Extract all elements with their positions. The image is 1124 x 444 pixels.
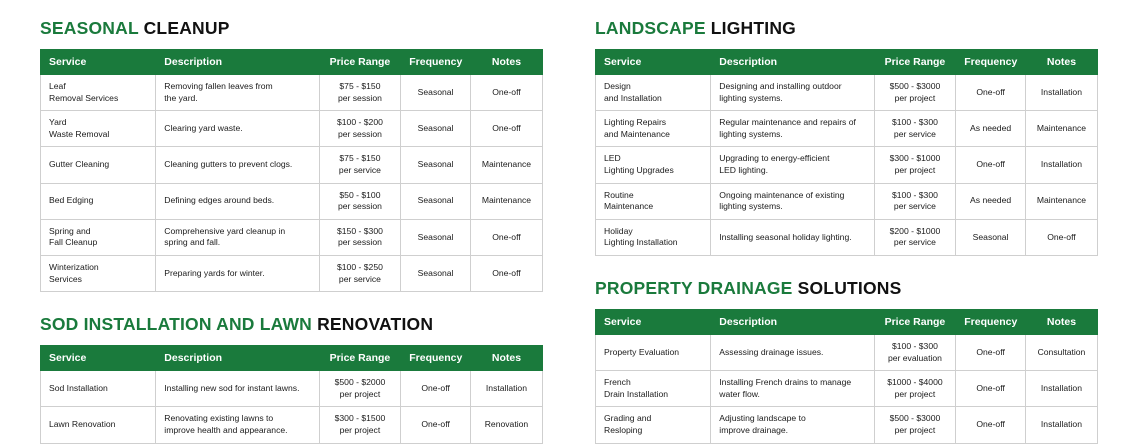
cell-line: per project [894,424,936,435]
cell-line: and Installation [604,92,662,103]
cell-notes: Installation [1025,75,1097,111]
cell-frequency: One-off [401,407,471,443]
cell-line: per session [337,237,382,248]
cell-line: Installing French drains to manage [719,377,852,388]
cell-service [41,75,156,111]
column-header-notes: Notes [1025,50,1097,75]
cell-line: per project [894,164,936,175]
cell-line: Removing fallen leaves from [164,81,273,91]
cell-line: Winterization [49,261,99,272]
cell-description [156,219,319,255]
column-header-frequency: Frequency [401,50,471,75]
cell-service [596,407,711,443]
column-header-frequency: Frequency [956,50,1026,75]
column-header-description: Description [156,346,319,371]
table-header-row [596,50,1098,75]
table-row [596,371,1098,407]
cell-line: LED lighting. [719,164,769,175]
right-column [595,18,1098,435]
cell-line: $500 - $3000 [889,81,941,91]
cell-line: and Maintenance [604,128,670,139]
cell-description [711,183,874,219]
cell-line: per service [893,237,936,248]
cell-price [319,407,401,443]
cell-description [156,407,319,443]
cell-service [41,255,156,291]
cell-line: Adjusting landscape to [719,413,806,424]
cell-line: improve health and appearance. [164,424,288,435]
cell-description [156,147,319,183]
cell-line: Installing seasonal holiday lighting. [719,231,852,242]
cell-line: per service [893,201,936,212]
cell-service [596,219,711,255]
cell-line: Spring and [49,225,91,236]
cell-service [41,407,156,443]
cell-line: Sod Installation [49,382,108,393]
cell-line: Grading and [604,413,652,424]
cell-line: per service [338,164,381,175]
cell-service [41,219,156,255]
cell-line: $75 - $150 [339,153,381,164]
cell-line: Waste Removal [49,128,110,139]
cell-line: Routine [604,189,634,200]
cell-service [41,147,156,183]
cell-service [596,371,711,407]
section-title-accent: PROPERTY DRAINAGE [595,277,793,298]
table-row [596,219,1098,255]
cell-frequency: Seasonal [956,219,1026,255]
cell-line: Yard [49,117,67,128]
cell-description [711,371,874,407]
cell-line: per project [894,388,936,399]
cell-description [711,334,874,370]
cell-line: per session [337,92,382,103]
cell-frequency: Seasonal [401,183,471,219]
cell-line: Property Evaluation [604,346,679,357]
cell-line: water flow. [719,388,760,399]
cell-price [319,147,401,183]
section-title-rest: CLEANUP [143,18,230,38]
table-row [41,371,543,407]
table-row [596,75,1098,111]
column-header-notes: Notes [470,346,542,371]
table-sod-installation [40,345,543,443]
cell-notes: Maintenance [1025,111,1097,147]
cell-line: Lighting Installation [604,237,678,248]
cell-description [711,75,874,111]
cell-line: $300 - $1500 [334,413,386,424]
cell-description [156,75,319,111]
cell-line: Defining edges around beds. [164,195,275,206]
column-header-price-range: Price Range [319,50,401,75]
cell-notes: Installation [1025,147,1097,183]
cell-notes: One-off [470,255,542,291]
cell-service [41,111,156,147]
table-row [596,334,1098,370]
cell-service [596,111,711,147]
cell-price [319,371,401,407]
cell-price [874,407,956,443]
section-title-rest: LIGHTING [710,18,796,38]
column-header-price-range: Price Range [319,346,401,371]
cell-line: Ongoing maintenance of existing [719,189,845,200]
column-header-service: Service [41,346,156,371]
left-column [40,18,543,435]
cell-line: Lighting Repairs [604,117,667,128]
cell-price [874,371,956,407]
cell-line: per project [339,424,381,435]
cell-line: Bed Edging [49,195,94,206]
cell-description [156,111,319,147]
table-row [41,111,543,147]
table-row [596,111,1098,147]
cell-service [596,183,711,219]
cell-price [319,255,401,291]
cell-description [711,407,874,443]
cell-line: $150 - $300 [337,225,383,236]
cell-line: Comprehensive yard cleanup in [164,225,286,236]
cell-line: Renovating existing lawns to [164,413,274,424]
cell-line: $100 - $300 [892,117,938,128]
cell-notes: One-off [1025,219,1097,255]
cell-line: $100 - $200 [337,117,383,128]
cell-notes: Installation [470,371,542,407]
table-row [596,147,1098,183]
column-header-notes: Notes [1025,309,1097,334]
column-header-service: Service [596,50,711,75]
cell-line: $300 - $1000 [889,153,941,164]
cell-frequency: Seasonal [401,255,471,291]
cell-line: $1000 - $4000 [887,377,943,388]
cell-line: lighting systems. [719,128,783,139]
cell-line: Holiday [604,225,633,236]
column-header-description: Description [156,50,319,75]
cell-line: Leaf [49,81,66,91]
cell-frequency: One-off [956,371,1026,407]
cell-line: per project [894,92,936,103]
cell-price [319,219,401,255]
column-header-price-range: Price Range [874,50,956,75]
table-row [41,75,543,111]
cell-line: Lawn Renovation [49,419,116,430]
cell-service [596,75,711,111]
cell-line: LED [604,153,621,164]
cell-line: per project [339,388,381,399]
cell-service [596,147,711,183]
section-title-landscape-lighting [595,18,1098,39]
column-header-description: Description [711,309,874,334]
table-property-drainage [595,309,1098,444]
cell-notes: Consultation [1025,334,1097,370]
cell-notes: Maintenance [470,183,542,219]
cell-notes: Maintenance [1025,183,1097,219]
cell-line: Cleaning gutters to prevent clogs. [164,159,293,170]
cell-price [319,183,401,219]
cell-price [874,111,956,147]
section-title-seasonal-cleanup [40,18,543,39]
cell-description [711,147,874,183]
cell-notes: One-off [470,111,542,147]
cell-line: $200 - $1000 [889,225,941,236]
cell-frequency: One-off [956,334,1026,370]
cell-price [874,183,956,219]
table-row [41,255,543,291]
column-header-frequency: Frequency [401,346,471,371]
section-title-accent: SEASONAL [40,18,139,38]
cell-notes: Maintenance [470,147,542,183]
cell-line: per evaluation [887,352,942,363]
column-header-frequency: Frequency [956,309,1026,334]
cell-frequency: One-off [956,407,1026,443]
cell-notes: Renovation [470,407,542,443]
cell-line: per service [893,128,936,139]
table-seasonal-cleanup [40,49,543,292]
cell-notes: Installation [1025,407,1097,443]
column-header-service: Service [41,50,156,75]
column-header-description: Description [711,50,874,75]
section-title-accent: LANDSCAPE [595,18,706,38]
cell-description [156,371,319,407]
cell-line: Maintenance [604,201,654,212]
cell-line: Fall Cleanup [49,237,98,248]
cell-line: Design [604,81,631,91]
cell-line: $50 - $100 [339,189,381,200]
column-header-service: Service [596,309,711,334]
cell-line: Assessing drainage issues. [719,346,824,357]
cell-description [711,111,874,147]
cell-frequency: One-off [956,75,1026,111]
table-header-row [41,346,543,371]
cell-frequency: Seasonal [401,147,471,183]
cell-price [874,147,956,183]
section-title-rest: RENOVATION [317,314,434,335]
cell-line: spring and fall. [164,237,221,248]
section-title-property-drainage [595,278,1098,299]
table-row [41,147,543,183]
cell-line: Designing and installing outdoor [719,81,842,91]
cell-price [319,111,401,147]
cell-frequency: As needed [956,111,1026,147]
table-row [596,407,1098,443]
cell-frequency: Seasonal [401,75,471,111]
cell-line: the yard. [164,92,198,103]
cell-line: $100 - $300 [892,340,938,351]
cell-price [319,75,401,111]
cell-line: lighting systems. [719,201,783,212]
cell-line: lighting systems. [719,92,783,103]
cell-description [156,255,319,291]
cell-line: per service [338,273,381,284]
cell-line: $75 - $150 [339,81,381,91]
cell-service [41,183,156,219]
cell-notes: One-off [470,219,542,255]
table-header-row [596,309,1098,334]
cell-line: Gutter Cleaning [49,159,110,170]
cell-line: Installing new sod for instant lawns. [164,382,300,393]
cell-frequency: One-off [401,371,471,407]
cell-line: improve drainage. [719,424,789,435]
table-row [41,183,543,219]
cell-line: Regular maintenance and repairs of [719,117,856,128]
table-landscape-lighting [595,49,1098,256]
cell-service [41,371,156,407]
cell-line: $500 - $2000 [334,377,386,388]
cell-frequency: One-off [956,147,1026,183]
cell-service [596,334,711,370]
cell-line: per session [337,128,382,139]
cell-notes: One-off [470,75,542,111]
cell-line: Lighting Upgrades [604,164,674,175]
cell-price [874,334,956,370]
cell-line: $100 - $250 [337,261,383,272]
table-header-row [41,50,543,75]
section-title-rest: SOLUTIONS [797,277,902,298]
cell-description [156,183,319,219]
cell-price [874,75,956,111]
cell-notes: Installation [1025,371,1097,407]
cell-line: $100 - $300 [892,189,938,200]
cell-line: French [604,377,631,388]
cell-frequency: Seasonal [401,111,471,147]
cell-line: Resloping [604,424,643,435]
cell-frequency: Seasonal [401,219,471,255]
cell-line: $500 - $3000 [889,413,941,424]
cell-line: Services [49,273,82,284]
cell-line: Drain Installation [604,388,669,399]
column-header-notes: Notes [470,50,542,75]
table-row [41,407,543,443]
cell-frequency: As needed [956,183,1026,219]
cell-line: Upgrading to energy-efficient [719,153,830,164]
section-title-accent: SOD INSTALLATION AND LAWN [40,314,313,335]
cell-line: Clearing yard waste. [164,122,243,133]
column-header-price-range: Price Range [874,309,956,334]
cell-price [874,219,956,255]
cell-description [711,219,874,255]
table-row [41,219,543,255]
cell-line: Removal Services [49,92,119,103]
section-title-sod-installation [40,314,543,335]
table-row [596,183,1098,219]
cell-line: per session [337,201,382,212]
cell-line: Preparing yards for winter. [164,267,265,278]
